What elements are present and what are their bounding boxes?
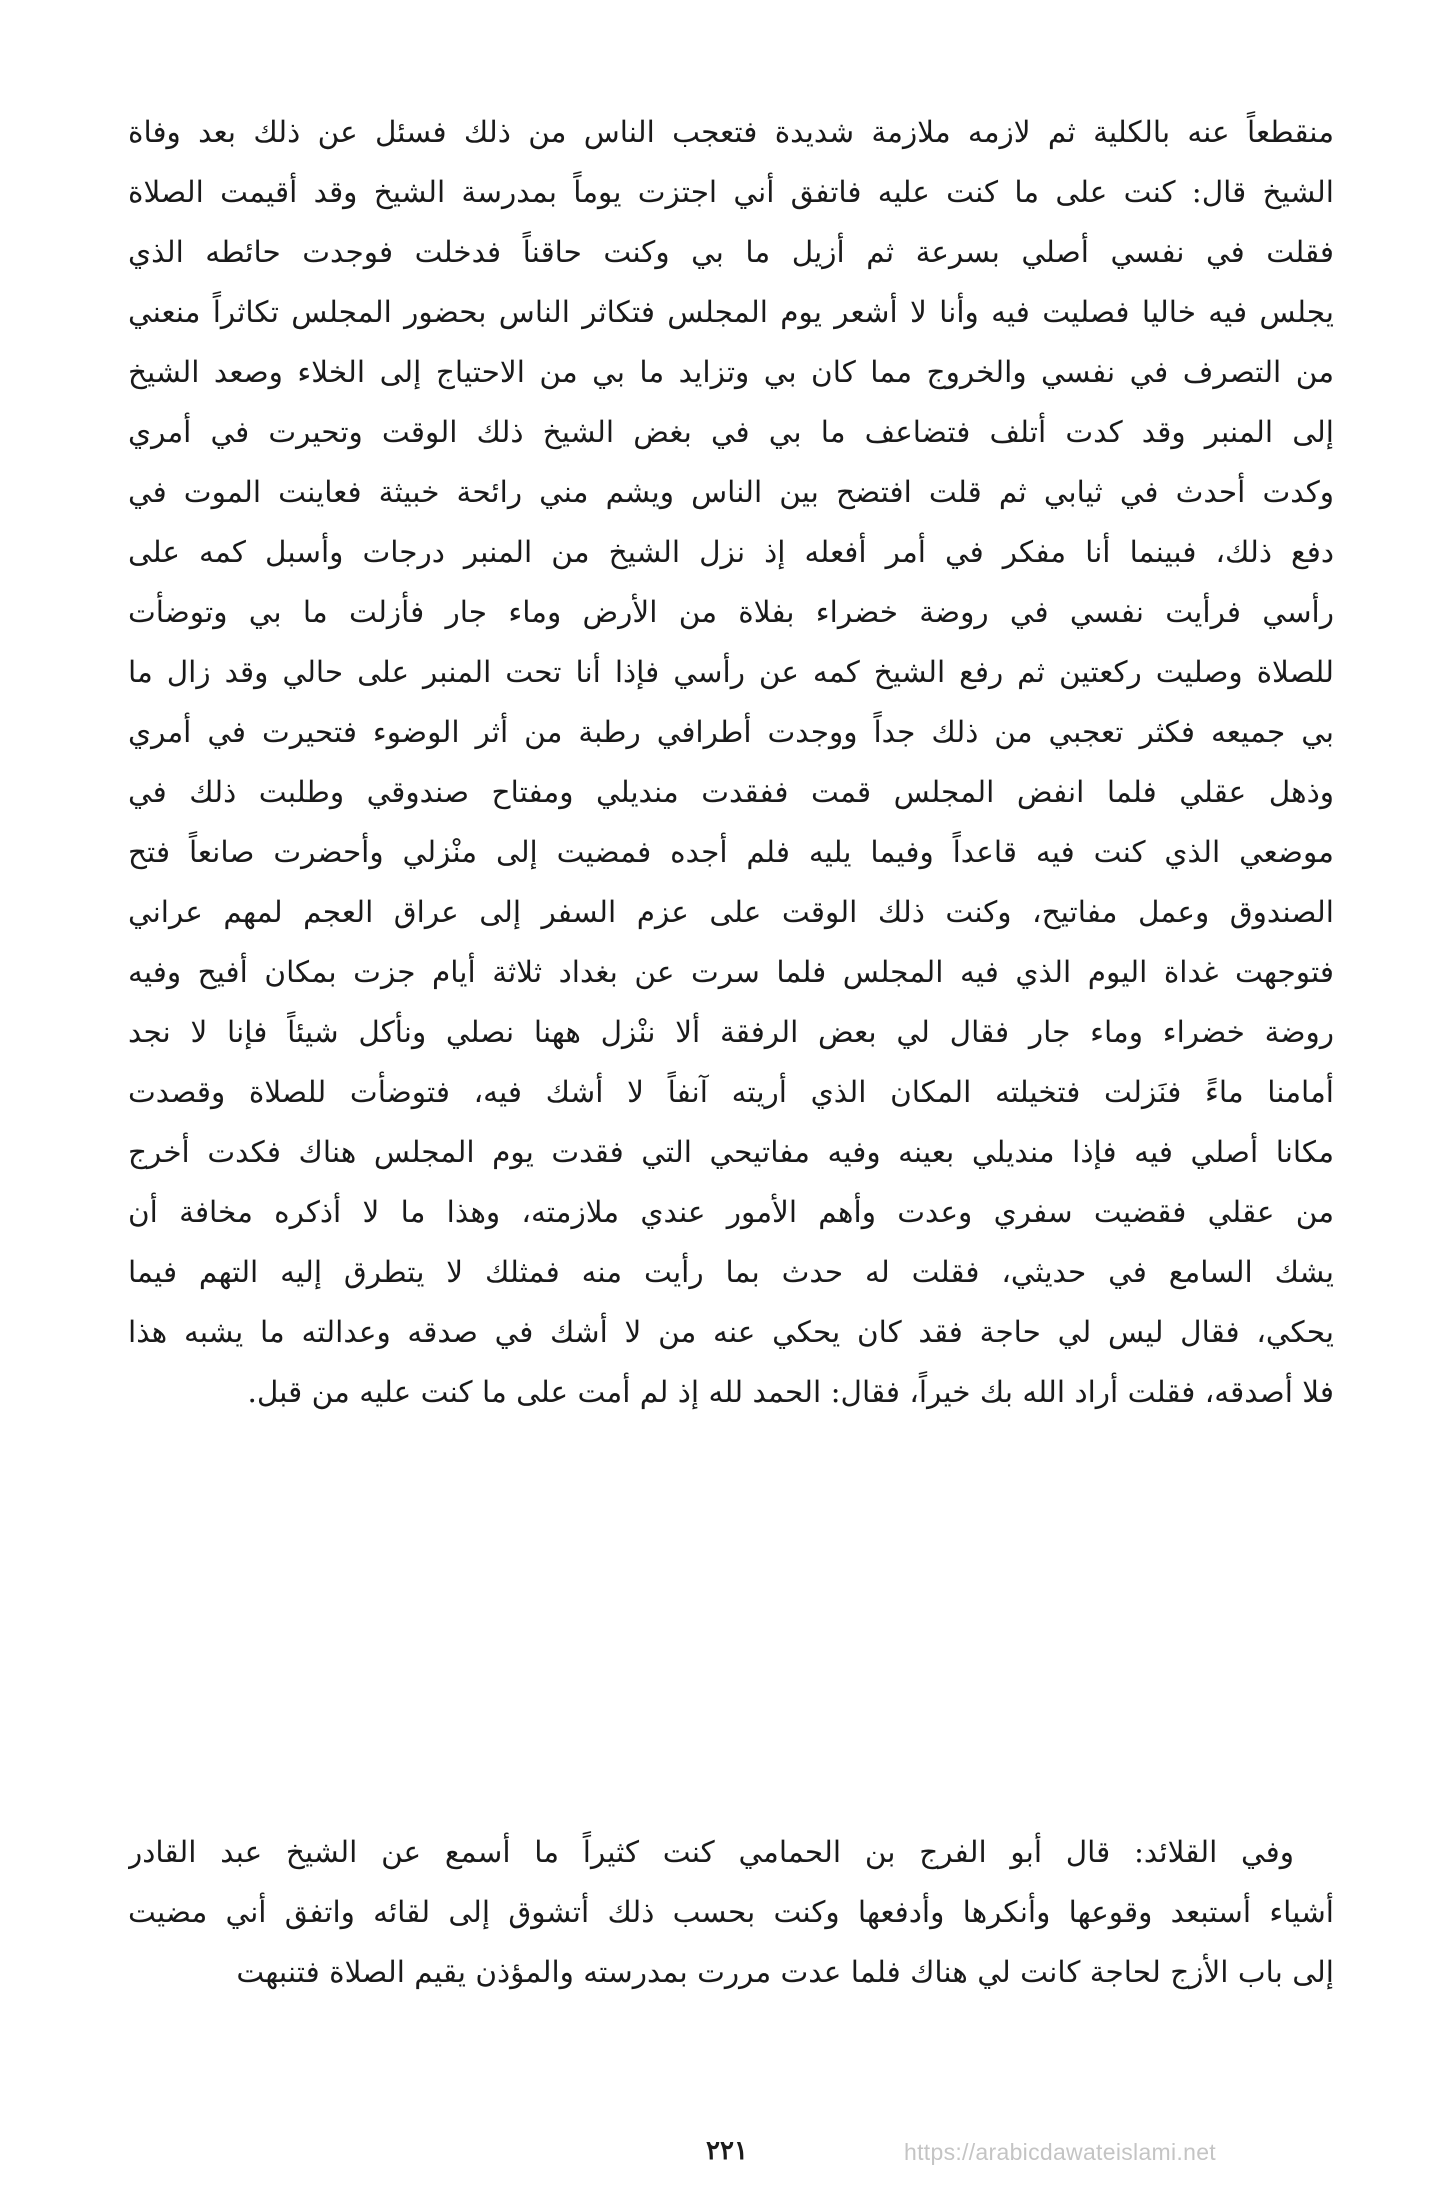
- text-line: دفع ذلك، فبينما أنا مفكر في أمر أفعله إذ نزل الشيخ من المنبر درجات وأسبل كمه على: [128, 535, 1334, 569]
- text-line: فلا أصدقه، فقلت أراد الله بك خيراً، فقال: الحمد لله إذ لم أمت على ما كنت عليه من قبل.: [247, 1375, 1334, 1409]
- text-line: وذهل عقلي فلما انفض المجلس قمت ففقدت منديلي ومفتاح صندوقي وطلبت ذلك في: [128, 775, 1334, 809]
- paragraph-main: [128, 102, 1334, 1422]
- text-line: الصندوق وعمل مفاتيح، وكنت ذلك الوقت على عزم السفر إلى عراق العجم لمهم عراني: [128, 895, 1334, 929]
- text-line: الشيخ قال: كنت على ما كنت عليه فاتفق أني اجتزت يوماً بمدرسة الشيخ وقد أقيمت الصلاة: [128, 175, 1334, 209]
- text-line: إلى باب الأزج لحاجة كانت لي هناك فلما عدت مررت بمدرسته والمؤذن يقيم الصلاة فتنبهت: [236, 1955, 1334, 1989]
- text-line: بي جميعه فكثر تعجبي من ذلك جداً ووجدت أطرافي رطبة من أثر الوضوء فتحيرت في أمري: [128, 715, 1334, 749]
- text-line: فقلت في نفسي أصلي بسرعة ثم أزيل ما بي وكنت حاقناً فدخلت فوجدت حائطه الذي: [128, 235, 1334, 269]
- text-line: يجلس فيه خاليا فصليت فيه وأنا لا أشعر يوم المجلس فتكاثر الناس بحضور المجلس تكاثراً منعني: [128, 295, 1334, 329]
- text-line: أشياء أستبعد وقوعها وأنكرها وأدفعها وكنت بحسب ذلك أتشوق إلى لقائه واتفق أني مضيت: [128, 1895, 1334, 1929]
- paragraph-qalaid: [128, 1822, 1334, 2002]
- text-line: يشك السامع في حديثي، فقلت له حدث بما رأيت منه فمثلك لا يتطرق إليه التهم فيما: [128, 1255, 1334, 1289]
- text-line: إلى المنبر وقد كدت أتلف فتضاعف ما بي في بغض الشيخ ذلك الوقت وتحيرت في أمري: [128, 415, 1334, 449]
- text-line: منقطعاً عنه بالكلية ثم لازمه ملازمة شديدة فتعجب الناس من ذلك فسئل عن ذلك بعد وفاة: [128, 115, 1334, 149]
- text-line: من التصرف في نفسي والخروج مما كان بي وتزايد ما بي من الاحتياج إلى الخلاء وصعد الشيخ: [128, 355, 1334, 389]
- page-number: ٢٢١: [706, 2136, 748, 2166]
- text-line: فتوجهت غداة اليوم الذي فيه المجلس فلما سرت عن بغداد ثلاثة أيام جزت بمكان أفيح وفيه: [128, 955, 1334, 989]
- text-line: موضعي الذي كنت فيه قاعداً وفيما يليه فلم أجده فمضيت إلى منْزلي وأحضرت صانعاً فتح: [128, 835, 1334, 869]
- text-line: من عقلي فقضيت سفري وعدت وأهم الأمور عندي ملازمته، وهذا ما لا أذكره مخافة أن: [128, 1195, 1334, 1229]
- watermark-url: https://arabicdawateislami.net: [904, 2139, 1216, 2165]
- text-line: للصلاة وصليت ركعتين ثم رفع الشيخ كمه عن رأسي فإذا أنا تحت المنبر على حالي وقد زال ما: [128, 655, 1334, 689]
- text-line: وكدت أحدث في ثيابي ثم قلت افتضح بين الناس ويشم مني رائحة خبيثة فعاينت الموت في: [128, 475, 1334, 509]
- text-line: وفي القلائد: قال أبو الفرج بن الحمامي كنت كثيراً ما أسمع عن الشيخ عبد القادر: [128, 1835, 1294, 1869]
- text-line: رأسي فرأيت نفسي في روضة خضراء بفلاة من الأرض وماء جار فأزلت ما بي وتوضأت: [128, 595, 1334, 629]
- text-line: أمامنا ماءً فنَزلت فتخيلته المكان الذي أريته آنفاً لا أشك فيه، فتوضأت للصلاة وقصدت: [128, 1075, 1334, 1109]
- text-line: مكانا أصلي فيه فإذا منديلي بعينه وفيه مفاتيحي التي فقدت يوم المجلس هناك فكدت أخرج: [128, 1135, 1334, 1169]
- text-line: يحكي، فقال ليس لي حاجة فقد كان يحكي عنه من لا أشك في صدقه وعدالته ما يشبه هذا: [128, 1315, 1334, 1349]
- text-line: روضة خضراء وماء جار فقال لي بعض الرفقة ألا ننْزل ههنا نصلي ونأكل شيئاً فإنا لا نجد: [128, 1015, 1334, 1049]
